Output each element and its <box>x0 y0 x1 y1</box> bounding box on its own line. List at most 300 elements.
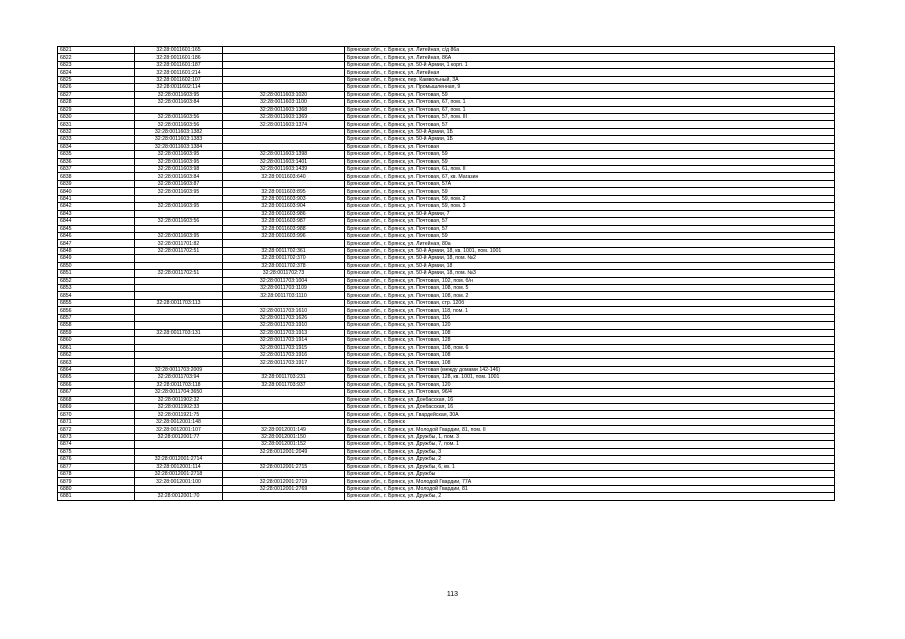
table-row <box>58 188 835 195</box>
table-row <box>58 166 835 173</box>
building-cadastral-number-cell: 32:28:0011603:1401 <box>223 158 345 165</box>
row-number-cell: 6862 <box>58 351 135 358</box>
row-number-cell: 6863 <box>58 359 135 366</box>
land-cadastral-number-cell: 32:28:0011603:95 <box>135 188 223 195</box>
building-cadastral-number-cell: 32:28:0011603:988 <box>223 225 345 232</box>
address-cell: Брянская обл., г. Брянск, ул. Почтовая, 96/4 <box>345 389 835 396</box>
building-cadastral-number-cell: 32:28:0011603:987 <box>223 218 345 225</box>
row-number-cell: 6853 <box>58 285 135 292</box>
building-cadastral-number-cell: 32:28:0011703:1910 <box>223 322 345 329</box>
address-cell: Брянская обл., г. Брянск, ул. 50-й Армии, 1Б <box>345 128 835 135</box>
row-number-cell: 6850 <box>58 262 135 269</box>
table-row <box>58 463 835 470</box>
building-cadastral-number-cell <box>223 411 345 418</box>
building-cadastral-number-cell: 32:28:0011603:903 <box>223 195 345 202</box>
land-cadastral-number-cell: 32:28:0012001:2718 <box>135 470 223 477</box>
row-number-cell: 6870 <box>58 411 135 418</box>
row-number-cell: 6849 <box>58 255 135 262</box>
address-cell: Брянская обл., г. Брянск, ул. Почтовая, 108, пом. 2 <box>345 292 835 299</box>
address-cell: Брянская обл., г. Брянск, ул. Почтовая, 118, пом. 1 <box>345 307 835 314</box>
row-number-cell: 6860 <box>58 337 135 344</box>
row-number-cell: 6871 <box>58 418 135 425</box>
table-row <box>58 47 835 54</box>
building-cadastral-number-cell: 32:28:0011603:1439 <box>223 166 345 173</box>
table-row <box>58 426 835 433</box>
building-cadastral-number-cell: 32:28:0011703:1004 <box>223 277 345 284</box>
table-row <box>58 128 835 135</box>
building-cadastral-number-cell: 32:28:0011702:378 <box>223 262 345 269</box>
address-cell: Брянская обл., г. Брянск, ул. Почтовая, 120 <box>345 322 835 329</box>
table-row <box>58 173 835 180</box>
table-row <box>58 270 835 277</box>
building-cadastral-number-cell: 32:28:0011703:1914 <box>223 337 345 344</box>
building-cadastral-number-cell: 32:28:0011603:986 <box>223 210 345 217</box>
building-cadastral-number-cell <box>223 404 345 411</box>
land-cadastral-number-cell: 32:28:0011602:107 <box>135 76 223 83</box>
table-row <box>58 180 835 187</box>
building-cadastral-number-cell: 32:28:0011603:1369 <box>223 113 345 120</box>
row-number-cell: 6844 <box>58 218 135 225</box>
land-cadastral-number-cell: 32:28:0011701:82 <box>135 240 223 247</box>
land-cadastral-number-cell <box>135 448 223 455</box>
table-row <box>58 285 835 292</box>
table-row <box>58 381 835 388</box>
row-number-cell: 6822 <box>58 54 135 61</box>
address-cell: Брянская обл., г. Брянск, ул. Дружбы, 2 <box>345 456 835 463</box>
row-number-cell: 6840 <box>58 188 135 195</box>
land-cadastral-number-cell: 32:28:0011603:95 <box>135 158 223 165</box>
row-number-cell: 6875 <box>58 448 135 455</box>
row-number-cell: 6846 <box>58 232 135 239</box>
building-cadastral-number-cell: 32:28:0011703:937 <box>223 381 345 388</box>
row-number-cell: 6879 <box>58 478 135 485</box>
land-cadastral-number-cell <box>135 210 223 217</box>
building-cadastral-number-cell <box>223 396 345 403</box>
land-cadastral-number-cell: 32:28:0011703:118 <box>135 381 223 388</box>
address-cell: Брянская обл., г. Брянск, ул. Литейная, с/д 86а <box>345 47 835 54</box>
table-row <box>58 203 835 210</box>
table-row <box>58 247 835 254</box>
land-cadastral-number-cell: 32:28:0011603:56 <box>135 121 223 128</box>
row-number-cell: 6836 <box>58 158 135 165</box>
building-cadastral-number-cell: 32:28:0011603:1100 <box>223 99 345 106</box>
land-cadastral-number-cell: 32:28:0012001:70 <box>135 493 223 500</box>
table-row <box>58 54 835 61</box>
address-cell: Брянская обл., г. Брянск, ул. 50-й Армии, 18 <box>345 262 835 269</box>
land-cadastral-number-cell: 32:28:0011602:114 <box>135 84 223 91</box>
row-number-cell: 6832 <box>58 128 135 135</box>
row-number-cell: 6880 <box>58 485 135 492</box>
building-cadastral-number-cell: 32:28:0011703:1110 <box>223 292 345 299</box>
address-cell: Брянская обл., г. Брянск, ул. Почтовая, 120 <box>345 381 835 388</box>
address-cell: Брянская обл., г. Брянск, ул. Почтовая, 59 <box>345 158 835 165</box>
building-cadastral-number-cell <box>223 47 345 54</box>
table-row <box>58 314 835 321</box>
land-cadastral-number-cell: 32:28:0011601:165 <box>135 47 223 54</box>
row-number-cell: 6824 <box>58 69 135 76</box>
land-cadastral-number-cell: 32:28:0011921:75 <box>135 411 223 418</box>
row-number-cell: 6877 <box>58 463 135 470</box>
land-cadastral-number-cell: 32:28:0011702:51 <box>135 247 223 254</box>
land-cadastral-number-cell <box>135 314 223 321</box>
land-cadastral-number-cell: 32:28:0011603:1383 <box>135 136 223 143</box>
row-number-cell: 6828 <box>58 99 135 106</box>
table-row <box>58 322 835 329</box>
land-cadastral-number-cell: 32:28:0011603:56 <box>135 113 223 120</box>
address-cell: Брянская обл., г. Брянск, ул. Почтовая, 108 <box>345 359 835 366</box>
building-cadastral-number-cell <box>223 470 345 477</box>
building-cadastral-number-cell: 32:28:0011703:1109 <box>223 285 345 292</box>
address-cell: Брянская обл., г. Брянск, ул. Донбасская, 16 <box>345 404 835 411</box>
row-number-cell: 6854 <box>58 292 135 299</box>
address-cell: Брянская обл., г. Брянск, ул. Литейная <box>345 69 835 76</box>
address-cell: Брянская обл., г. Брянск, ул. Литейная, 86А <box>345 54 835 61</box>
address-cell: Брянская обл., г. Брянск, ул. Дружбы, 3 <box>345 448 835 455</box>
building-cadastral-number-cell <box>223 54 345 61</box>
building-cadastral-number-cell: 32:28:0011703:1917 <box>223 359 345 366</box>
row-number-cell: 6865 <box>58 374 135 381</box>
page-number: 113 <box>446 591 459 598</box>
row-number-cell: 6825 <box>58 76 135 83</box>
table-row <box>58 143 835 150</box>
building-cadastral-number-cell: 32:28:0011703:1913 <box>223 329 345 336</box>
land-cadastral-number-cell <box>135 225 223 232</box>
row-number-cell: 6878 <box>58 470 135 477</box>
land-cadastral-number-cell: 32:28:0011703:131 <box>135 329 223 336</box>
land-cadastral-number-cell: 32:28:0011603:95 <box>135 151 223 158</box>
land-cadastral-number-cell: 32:28:0011603:1382 <box>135 128 223 135</box>
building-cadastral-number-cell: 32:28:0011703:231 <box>223 374 345 381</box>
row-number-cell: 6876 <box>58 456 135 463</box>
address-cell: Брянская обл., г. Брянск, ул. Почтовая, 128, кв. 1001, пом. 1001 <box>345 374 835 381</box>
row-number-cell: 6826 <box>58 84 135 91</box>
building-cadastral-number-cell <box>223 61 345 68</box>
table-row <box>58 158 835 165</box>
building-cadastral-number-cell: 32:28:0012001:2719 <box>223 478 345 485</box>
land-cadastral-number-cell <box>135 195 223 202</box>
land-cadastral-number-cell <box>135 441 223 448</box>
table-row <box>58 389 835 396</box>
table-row <box>58 307 835 314</box>
table-row <box>58 84 835 91</box>
row-number-cell: 6821 <box>58 47 135 54</box>
land-cadastral-number-cell: 32:28:0012001:77 <box>135 433 223 440</box>
building-cadastral-number-cell: 32:28:0012001:2769 <box>223 485 345 492</box>
table-row <box>58 493 835 500</box>
table-row <box>58 299 835 306</box>
land-cadastral-number-cell: 32:28:0011703:113 <box>135 299 223 306</box>
building-cadastral-number-cell: 32:28:0011603:640 <box>223 173 345 180</box>
land-cadastral-number-cell: 32:28:0011603:95 <box>135 91 223 98</box>
building-cadastral-number-cell: 32:28:0011603:904 <box>223 203 345 210</box>
address-cell: Брянская обл., г. Брянск, ул. Почтовая, 67, пом. 1 <box>345 106 835 113</box>
building-cadastral-number-cell: 32:28:0011603:996 <box>223 232 345 239</box>
land-cadastral-number-cell: 32:28:0011703:2009 <box>135 366 223 373</box>
land-cadastral-number-cell: 32:28:0011601:214 <box>135 69 223 76</box>
address-cell: Брянская обл., г. Брянск, ул. Дружбы, 6, кв. 1 <box>345 463 835 470</box>
address-cell: Брянская обл., г. Брянск, ул. Почтовая, 57 <box>345 218 835 225</box>
address-cell: Брянская обл., г. Брянск, пер. Камвольный, 3А <box>345 76 835 83</box>
address-cell: Брянская обл., г. Брянск, ул. Почтовая, 108, пом. 5 <box>345 285 835 292</box>
row-number-cell: 6874 <box>58 441 135 448</box>
address-cell: Брянская обл., г. Брянск, ул. Почтовая, 59, пом. 2 <box>345 195 835 202</box>
address-cell: Брянская обл., г. Брянск, ул. Молодой Гвардии, 81 <box>345 485 835 492</box>
address-cell: Брянская обл., г. Брянск, ул. Почтовая, 102, пом. б/н <box>345 277 835 284</box>
land-cadastral-number-cell <box>135 255 223 262</box>
building-cadastral-number-cell <box>223 418 345 425</box>
table-row <box>58 76 835 83</box>
row-number-cell: 6845 <box>58 225 135 232</box>
land-cadastral-number-cell: 32:28:0011603:95 <box>135 203 223 210</box>
row-number-cell: 6868 <box>58 396 135 403</box>
row-number-cell: 6827 <box>58 91 135 98</box>
row-number-cell: 6864 <box>58 366 135 373</box>
building-cadastral-number-cell <box>223 69 345 76</box>
land-cadastral-number-cell: 32:28:0011603:1384 <box>135 143 223 150</box>
table-row <box>58 366 835 373</box>
address-cell: Брянская обл., г. Брянск, ул. Почтовая, 59 <box>345 188 835 195</box>
row-number-cell: 6837 <box>58 166 135 173</box>
row-number-cell: 6841 <box>58 195 135 202</box>
table-row <box>58 411 835 418</box>
row-number-cell: 6830 <box>58 113 135 120</box>
address-cell: Брянская обл., г. Брянск, ул. Почтовая, 108 <box>345 329 835 336</box>
building-cadastral-number-cell <box>223 366 345 373</box>
row-number-cell: 6881 <box>58 493 135 500</box>
address-cell: Брянская обл., г. Брянск, ул. 50-й Армии, 7 <box>345 210 835 217</box>
table-row <box>58 470 835 477</box>
land-cadastral-number-cell: 32:28:0012001:148 <box>135 418 223 425</box>
row-number-cell: 6851 <box>58 270 135 277</box>
row-number-cell: 6866 <box>58 381 135 388</box>
table-row <box>58 344 835 351</box>
row-number-cell: 6823 <box>58 61 135 68</box>
building-cadastral-number-cell <box>223 240 345 247</box>
table-row <box>58 485 835 492</box>
building-cadastral-number-cell <box>223 180 345 187</box>
land-cadastral-number-cell: 32:28:0011603:84 <box>135 173 223 180</box>
building-cadastral-number-cell: 32:28:0012001:150 <box>223 433 345 440</box>
table-row <box>58 433 835 440</box>
table-row <box>58 404 835 411</box>
address-cell: Брянская обл., г. Брянск, ул. Почтовая, 108 <box>345 351 835 358</box>
land-cadastral-number-cell <box>135 485 223 492</box>
table-row <box>58 255 835 262</box>
table-row <box>58 91 835 98</box>
building-cadastral-number-cell: 32:28:0011603:1368 <box>223 106 345 113</box>
registry-table <box>57 46 835 501</box>
land-cadastral-number-cell <box>135 351 223 358</box>
address-cell: Брянская обл., г. Брянск, ул. Почтовая, 57А <box>345 180 835 187</box>
address-cell: Брянская обл., г. Брянск, ул. Почтовая, 59 <box>345 91 835 98</box>
registry-table-body <box>58 47 835 501</box>
address-cell: Брянская обл., г. Брянск, ул. Гвардейская, 30А <box>345 411 835 418</box>
row-number-cell: 6831 <box>58 121 135 128</box>
row-number-cell: 6858 <box>58 322 135 329</box>
address-cell: Брянская обл., г. Брянск, ул. Молодой Гвардии, 77А <box>345 478 835 485</box>
address-cell: Брянская обл., г. Брянск, ул. Почтовая, 57, пом. III <box>345 113 835 120</box>
building-cadastral-number-cell: 32:28:0011603:895 <box>223 188 345 195</box>
row-number-cell: 6855 <box>58 299 135 306</box>
table-row <box>58 441 835 448</box>
row-number-cell: 6842 <box>58 203 135 210</box>
table-row <box>58 329 835 336</box>
land-cadastral-number-cell <box>135 359 223 366</box>
land-cadastral-number-cell: 32:28:0011603:95 <box>135 232 223 239</box>
land-cadastral-number-cell <box>135 106 223 113</box>
row-number-cell: 6829 <box>58 106 135 113</box>
row-number-cell: 6852 <box>58 277 135 284</box>
address-cell: Брянская обл., г. Брянск, ул. 50-й Армии, 18, пом. №3 <box>345 270 835 277</box>
address-cell: Брянская обл., г. Брянск, ул. 50-й Армии, 18, кв. 1001, пом. 1001 <box>345 247 835 254</box>
table-row <box>58 113 835 120</box>
building-cadastral-number-cell: 32:28:0011603:1020 <box>223 91 345 98</box>
land-cadastral-number-cell: 32:28:0011902:33 <box>135 404 223 411</box>
table-row <box>58 418 835 425</box>
land-cadastral-number-cell: 32:28:0011601:186 <box>135 54 223 61</box>
table-row <box>58 374 835 381</box>
row-number-cell: 6843 <box>58 210 135 217</box>
address-cell: Брянская обл., г. Брянск, ул. 50-й Армии, 18, пом. №2 <box>345 255 835 262</box>
building-cadastral-number-cell: 32:28:0011702:370 <box>223 255 345 262</box>
table-row <box>58 232 835 239</box>
table-row <box>58 218 835 225</box>
table-row <box>58 337 835 344</box>
table-row <box>58 292 835 299</box>
building-cadastral-number-cell: 32:28:0011703:1915 <box>223 344 345 351</box>
row-number-cell: 6847 <box>58 240 135 247</box>
row-number-cell: 6839 <box>58 180 135 187</box>
table-row <box>58 225 835 232</box>
address-cell: Брянская обл., г. Брянск, ул. Почтовая, 61, пом. II <box>345 166 835 173</box>
address-cell: Брянская обл., г. Брянск, ул. Почтовая, 57 <box>345 225 835 232</box>
building-cadastral-number-cell: 32:28:0012001:2715 <box>223 463 345 470</box>
land-cadastral-number-cell: 32:28:0012001:2714 <box>135 456 223 463</box>
land-cadastral-number-cell: 32:28:0011603:87 <box>135 180 223 187</box>
address-cell: Брянская обл., г. Брянск, ул. Почтовая, 59 <box>345 232 835 239</box>
address-cell: Брянская обл., г. Брянск, ул. Почтовая, 128 <box>345 337 835 344</box>
building-cadastral-number-cell: 32:28:0011603:1398 <box>223 151 345 158</box>
land-cadastral-number-cell: 32:28:0011702:51 <box>135 270 223 277</box>
table-row <box>58 210 835 217</box>
land-cadastral-number-cell: 32:28:0011603:56 <box>135 218 223 225</box>
table-row <box>58 478 835 485</box>
building-cadastral-number-cell <box>223 456 345 463</box>
building-cadastral-number-cell: 32:28:0012001:2049 <box>223 448 345 455</box>
building-cadastral-number-cell <box>223 76 345 83</box>
table-row <box>58 396 835 403</box>
building-cadastral-number-cell: 32:28:0012001:149 <box>223 426 345 433</box>
land-cadastral-number-cell <box>135 307 223 314</box>
address-cell: Брянская обл., г. Брянск, ул. Литейная, 80а <box>345 240 835 247</box>
building-cadastral-number-cell: 32:28:0011703:1916 <box>223 351 345 358</box>
building-cadastral-number-cell <box>223 136 345 143</box>
building-cadastral-number-cell: 32:28:0012001:152 <box>223 441 345 448</box>
building-cadastral-number-cell <box>223 84 345 91</box>
table-row <box>58 262 835 269</box>
address-cell: Брянская обл., г. Брянск, ул. Промышленная, 9 <box>345 84 835 91</box>
land-cadastral-number-cell: 32:28:0011603:98 <box>135 166 223 173</box>
building-cadastral-number-cell: 32:28:0011703:1610 <box>223 307 345 314</box>
address-cell: Брянская обл., г. Брянск, ул. Почтовая, 116 <box>345 314 835 321</box>
row-number-cell: 6869 <box>58 404 135 411</box>
address-cell: Брянская обл., г. Брянск, ул. 50-й Армии, 1 корп. 1 <box>345 61 835 68</box>
building-cadastral-number-cell <box>223 299 345 306</box>
land-cadastral-number-cell: 32:28:0012001:100 <box>135 478 223 485</box>
address-cell: Брянская обл., г. Брянск, ул. Дружбы, 7, пом. 1 <box>345 441 835 448</box>
row-number-cell: 6856 <box>58 307 135 314</box>
land-cadastral-number-cell: 32:28:0011902:32 <box>135 396 223 403</box>
address-cell: Брянская обл., г. Брянск, ул. Дружбы, 2 <box>345 493 835 500</box>
land-cadastral-number-cell <box>135 285 223 292</box>
row-number-cell: 6834 <box>58 143 135 150</box>
table-row <box>58 195 835 202</box>
land-cadastral-number-cell: 32:28:0011601:187 <box>135 61 223 68</box>
land-cadastral-number-cell: 32:28:0011703:94 <box>135 374 223 381</box>
row-number-cell: 6861 <box>58 344 135 351</box>
address-cell: Брянская обл., г. Брянск, ул. Дружбы, 1, пом. 3 <box>345 433 835 440</box>
address-cell: Брянская обл., г. Брянск, ул. Почтовая, 59, пом. 3 <box>345 203 835 210</box>
address-cell: Брянская обл., г. Брянск, ул. Почтовая, стр. 120б <box>345 299 835 306</box>
table-row <box>58 277 835 284</box>
land-cadastral-number-cell <box>135 292 223 299</box>
address-cell: Брянская обл., г. Брянск, ул. 50-й Армии, 1Б <box>345 136 835 143</box>
land-cadastral-number-cell: 32:28:0011704:3650 <box>135 389 223 396</box>
table-row <box>58 359 835 366</box>
address-cell: Брянская обл., г. Брянск, ул. Почтовая, 67, кв. Магазин <box>345 173 835 180</box>
building-cadastral-number-cell: 32:28:0011603:1374 <box>223 121 345 128</box>
address-cell: Брянская обл., г. Брянск, ул. Почтовая, 108, пом. 6 <box>345 344 835 351</box>
row-number-cell: 6838 <box>58 173 135 180</box>
row-number-cell: 6848 <box>58 247 135 254</box>
table-row <box>58 69 835 76</box>
land-cadastral-number-cell <box>135 262 223 269</box>
land-cadastral-number-cell: 32:28:0011603:84 <box>135 99 223 106</box>
table-row <box>58 61 835 68</box>
building-cadastral-number-cell <box>223 143 345 150</box>
table-row <box>58 151 835 158</box>
address-cell: Брянская обл., г. Брянск, ул. Почтовая, 59 <box>345 151 835 158</box>
building-cadastral-number-cell: 32:28:0011703:1626 <box>223 314 345 321</box>
building-cadastral-number-cell: 32:28:0011702:361 <box>223 247 345 254</box>
address-cell: Брянская обл., г. Брянск, ул. Почтовая <box>345 143 835 150</box>
table-row <box>58 99 835 106</box>
land-cadastral-number-cell: 32:28:0012001:114 <box>135 463 223 470</box>
address-cell: Брянская обл., г. Брянск, ул. Почтовая, 57 <box>345 121 835 128</box>
table-row <box>58 136 835 143</box>
table-row <box>58 106 835 113</box>
table-row <box>58 448 835 455</box>
land-cadastral-number-cell: 32:28:0012001:107 <box>135 426 223 433</box>
address-cell: Брянская обл., г. Брянск, ул. Донбасская, 16 <box>345 396 835 403</box>
land-cadastral-number-cell <box>135 277 223 284</box>
address-cell: Брянская обл., г. Брянск, ул. Почтовая (между домами 142-146) <box>345 366 835 373</box>
building-cadastral-number-cell <box>223 493 345 500</box>
address-cell: Брянская обл., г. Брянск, ул. Дружбы <box>345 470 835 477</box>
table-row <box>58 121 835 128</box>
building-cadastral-number-cell <box>223 389 345 396</box>
table-row <box>58 240 835 247</box>
land-cadastral-number-cell <box>135 344 223 351</box>
row-number-cell: 6867 <box>58 389 135 396</box>
table-row <box>58 351 835 358</box>
land-cadastral-number-cell <box>135 322 223 329</box>
table-row <box>58 456 835 463</box>
building-cadastral-number-cell <box>223 128 345 135</box>
building-cadastral-number-cell: 32:28:0011702:73 <box>223 270 345 277</box>
row-number-cell: 6859 <box>58 329 135 336</box>
address-cell: Брянская обл., г. Брянск, ул. Молодой Гвардии, 81, пом. II <box>345 426 835 433</box>
